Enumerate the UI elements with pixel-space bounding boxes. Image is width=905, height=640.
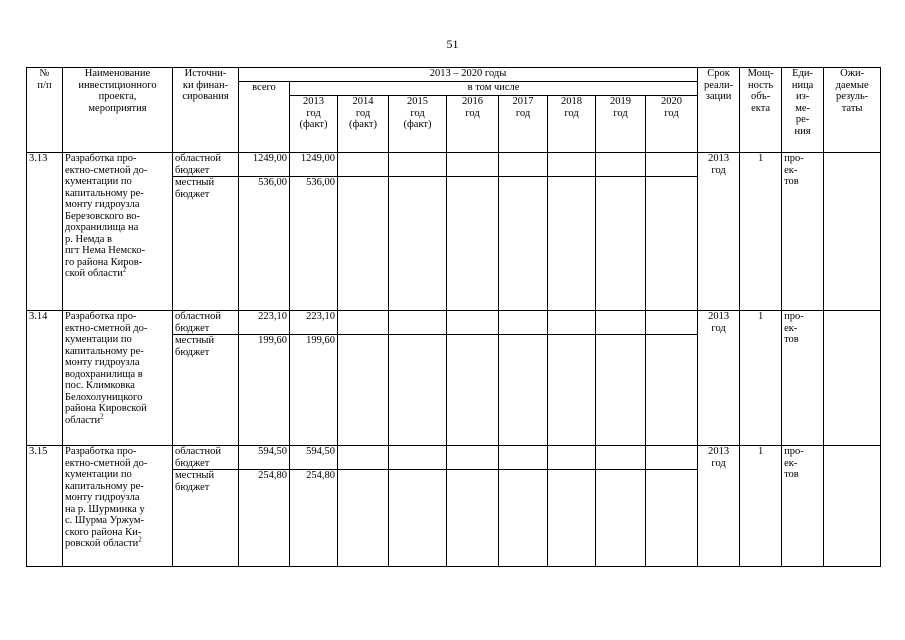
funding-source: местный бюджет — [173, 177, 239, 311]
year-2013-value: 223,10 — [290, 311, 338, 335]
footnote-mark: 2 — [100, 412, 104, 420]
header-project-name: Наименование инвестиционного проекта, мероприятия — [63, 68, 173, 153]
funding-source: областной бюджет — [173, 311, 239, 335]
header-capacity: Мощ- ность объ- екта — [740, 68, 782, 153]
unit-value: про- ек- тов — [782, 153, 824, 311]
project-name: Разработка про- ектно-сметной до- кументации по капитальному ре- монту гидроузла на р. Шурминка у с. Шурма Уржум- ского района Ки- ровской области — [65, 446, 148, 549]
term-value: 2013 год — [698, 446, 740, 567]
header-year-2017: 2017 год — [499, 96, 548, 153]
results-value — [824, 311, 881, 446]
header-including: в том числе — [290, 82, 698, 96]
total-value: 1249,00 — [239, 153, 290, 177]
header-year-2015: 2015 год (факт) — [389, 96, 447, 153]
header-year-2020: 2020 год — [646, 96, 698, 153]
results-value — [824, 446, 881, 567]
header-num: № п/п — [27, 68, 63, 153]
funding-source: местный бюджет — [173, 470, 239, 567]
capacity-value: 1 — [740, 311, 782, 446]
header-row-1 — [27, 68, 881, 82]
year-2013-value: 1249,00 — [290, 153, 338, 177]
row-number: 3.14 — [27, 311, 63, 446]
total-value: 536,00 — [239, 177, 290, 311]
total-value: 223,10 — [239, 311, 290, 335]
row-number: 3.13 — [27, 153, 63, 311]
header-year-2014: 2014 год (факт) — [338, 96, 389, 153]
header-results: Ожи- даемые резуль- таты — [824, 68, 881, 153]
header-year-2018: 2018 год — [548, 96, 596, 153]
total-value: 199,60 — [239, 335, 290, 446]
header-year-2019: 2019 год — [596, 96, 646, 153]
project-name-cell — [63, 153, 173, 311]
header-period: 2013 – 2020 годы — [239, 68, 698, 82]
row-number: 3.15 — [27, 446, 63, 567]
header-term: Срок реали- зации — [698, 68, 740, 153]
total-value: 594,50 — [239, 446, 290, 470]
funding-source: местный бюджет — [173, 335, 239, 446]
term-value: 2013 год — [698, 311, 740, 446]
header-unit: Еди- ница из- ме- ре- ния — [782, 68, 824, 153]
year-2013-value: 254,80 — [290, 470, 338, 567]
year-2013-value: 536,00 — [290, 177, 338, 311]
unit-value: про- ек- тов — [782, 446, 824, 567]
capacity-value: 1 — [740, 446, 782, 567]
header-year-2013: 2013 год (факт) — [290, 96, 338, 153]
project-name-cell — [63, 446, 173, 567]
total-value: 254,80 — [239, 470, 290, 567]
unit-value: про- ек- тов — [782, 311, 824, 446]
header-year-2016: 2016 год — [447, 96, 499, 153]
results-value — [824, 153, 881, 311]
investment-projects-table — [26, 67, 881, 567]
header-total: всего — [239, 82, 290, 153]
table-row — [27, 153, 881, 177]
funding-source: областной бюджет — [173, 153, 239, 177]
footnote-mark: 2 — [138, 535, 142, 544]
table-row — [27, 446, 881, 470]
table-row — [27, 311, 881, 335]
header-funding-source: Источни- ки финан- сирования — [173, 68, 239, 153]
term-value: 2013 год — [698, 153, 740, 311]
page-number: 51 — [446, 37, 459, 51]
year-2013-value: 594,50 — [290, 446, 338, 470]
footnote-mark: 2 — [122, 265, 127, 274]
capacity-value: 1 — [740, 153, 782, 311]
year-2013-value: 199,60 — [290, 335, 338, 446]
project-name-cell — [63, 311, 173, 446]
project-name: Разработка про- ектно-сметной до- кументации по капитальному ре- монту гидроузла водохранилища в пос. Климковка Белохолуницкого района Кировской области — [65, 311, 148, 426]
funding-source: областной бюджет — [173, 446, 239, 470]
project-name: Разработка про- ектно-сметной до- кументации по капитальному ре- монту гидроузла Березовского во- дохранилища на р. Немда в пгт Нема Немско- го района Киров- ской области — [65, 153, 148, 279]
